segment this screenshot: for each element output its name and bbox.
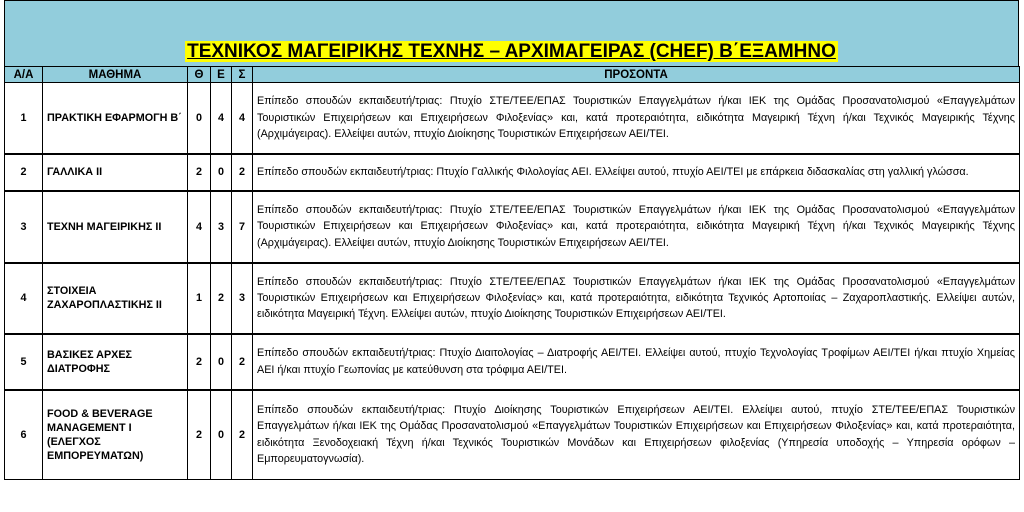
header-aa: Α/Α (5, 67, 43, 83)
table-row (5, 191, 1020, 263)
row-number: 1 (5, 83, 43, 154)
qualifications-cell: Επίπεδο σπουδών εκπαιδευτή/τριας: Πτυχίο Διοίκησης Τουριστικών Επιχειρήσεων ΑΕΙ/ΤΕΙ. Ελλείψει αυτού, πτυχίο ΣΤΕ/ΤΕΕ/ΕΠΑΣ Τουριστικών Επαγγελμάτων ή/και ΙΕΚ της Ομάδας Προσανατολισμού «Επαγγελμάτων Τουριστικών Επιχειρήσεων και Επιχειρήσεων Φιλοξενίας» και, κατά προτεραιότητα, ειδικότητα Ξενοδοχειακή Τέχνη ή/και Τεχνικός Τουριστικών Μονάδων και Επιχειρήσεων φιλοξενίας (Υπηρεσία υποδοχής – Υπηρεσία ορόφων – Εμπορευματογνωσία). (253, 390, 1020, 480)
sigma-cell: 4 (232, 83, 253, 154)
subject-cell: ΠΡΑΚΤΙΚΗ ΕΦΑΡΜΟΓΗ Β΄ (43, 83, 188, 154)
row-number: 5 (5, 334, 43, 390)
table-row (5, 263, 1020, 334)
epsilon-cell: 0 (211, 390, 232, 480)
subject-cell: ΓΑΛΛΙΚΑ ΙΙ (43, 154, 188, 191)
subject-cell: ΒΑΣΙΚΕΣ ΑΡΧΕΣ ΔΙΑΤΡΟΦΗΣ (43, 334, 188, 390)
theta-cell: 0 (188, 83, 211, 154)
epsilon-cell: 2 (211, 263, 232, 334)
table-row (5, 83, 1020, 154)
epsilon-cell: 4 (211, 83, 232, 154)
curriculum-table (4, 66, 1020, 480)
theta-cell: 2 (188, 154, 211, 191)
header-qualifications: ΠΡΟΣΟΝΤΑ (253, 67, 1020, 83)
sigma-cell: 2 (232, 334, 253, 390)
epsilon-cell: 0 (211, 334, 232, 390)
table-row (5, 154, 1020, 191)
theta-cell: 2 (188, 390, 211, 480)
row-number: 3 (5, 191, 43, 263)
subject-cell: ΣΤΟΙΧΕΙΑ ΖΑΧΑΡΟΠΛΑΣΤΙΚΗΣ ΙΙ (43, 263, 188, 334)
epsilon-cell: 0 (211, 154, 232, 191)
row-number: 2 (5, 154, 43, 191)
subject-cell: FOOD & BEVERAGE MANAGEMENT I (ΕΛΕΓΧΟΣ ΕΜΠΟΡΕΥΜΑΤΩΝ) (43, 390, 188, 480)
sigma-cell: 3 (232, 263, 253, 334)
qualifications-cell: Επίπεδο σπουδών εκπαιδευτή/τριας: Πτυχίο ΣΤΕ/ΤΕΕ/ΕΠΑΣ Τουριστικών Επαγγελμάτων ή/και ΙΕΚ της Ομάδας Προσανατολισμού «Επαγγελμάτων Τουριστικών Επιχειρήσεων και Επιχειρήσεων Φιλοξενίας» και, κατά προτεραιότητα, ειδικότητα Τεχνικός Αρτοποιίας – Ζαχαροπλαστικής. Ελλείψει αυτών, ειδικότητα Μαγειρική Τέχνη. Ελλείψει αυτών, πτυχίο Διοίκησης Τουριστικών Επιχειρήσεων ΑΕΙ/ΤΕΙ. (253, 263, 1020, 334)
qualifications-cell: Επίπεδο σπουδών εκπαιδευτή/τριας: Πτυχίο ΣΤΕ/ΤΕΕ/ΕΠΑΣ Τουριστικών Επαγγελμάτων ή/και ΙΕΚ της Ομάδας Προσανατολισμού «Επαγγελμάτων Τουριστικών Επιχειρήσεων και Επιχειρήσεων Φιλοξενίας» και, κατά προτεραιότητα, ειδικότητα Μαγειρική Τέχνη ή/και Τεχνικός Μαγειρικής Τέχνης (Αρχιμάγειρας). Ελλείψει αυτών, πτυχίο Διοίκησης Τουριστικών Επιχειρήσεων ΑΕΙ/ΤΕΙ. (253, 191, 1020, 263)
theta-cell: 2 (188, 334, 211, 390)
sigma-cell: 2 (232, 154, 253, 191)
table-header-row (5, 67, 1020, 83)
qualifications-cell: Επίπεδο σπουδών εκπαιδευτή/τριας: Πτυχίο Γαλλικής Φιλολογίας ΑΕΙ. Ελλείψει αυτού, πτυχίο ΑΕΙ/ΤΕΙ με επάρκεια διδασκαλίας στη γαλλική γλώσσα. (253, 154, 1020, 191)
qualifications-cell: Επίπεδο σπουδών εκπαιδευτή/τριας: Πτυχίο ΣΤΕ/ΤΕΕ/ΕΠΑΣ Τουριστικών Επαγγελμάτων ή/και ΙΕΚ της Ομάδας Προσανατολισμού «Επαγγελμάτων Τουριστικών Επιχειρήσεων και Επιχειρήσεων Φιλοξενίας» και, κατά προτεραιότητα, ειδικότητα Μαγειρική Τέχνη ή/και Τεχνικός Μαγειρικής Τέχνης (Αρχιμάγειρας). Ελλείψει αυτών, πτυχίο Διοίκησης Τουριστικών Επιχειρήσεων ΑΕΙ/ΤΕΙ. (253, 83, 1020, 154)
sigma-cell: 2 (232, 390, 253, 480)
theta-cell: 1 (188, 263, 211, 334)
qualifications-cell: Επίπεδο σπουδών εκπαιδευτή/τριας: Πτυχίο Διαιτολογίας – Διατροφής ΑΕΙ/ΤΕΙ. Ελλείψει αυτού, πτυχίο Τεχνολογίας Τροφίμων ΑΕΙ/ΤΕΙ ή/και πτυχίο Χημείας ΑΕΙ ή/και πτυχίο Γεωπονίας με κατεύθυνση στα τρόφιμα ΑΕΙ/ΤΕΙ. (253, 334, 1020, 390)
header-theta: Θ (188, 67, 211, 83)
header-subject: ΜΑΘΗΜΑ (43, 67, 188, 83)
page-title (5, 41, 1018, 63)
row-number: 4 (5, 263, 43, 334)
table-row (5, 390, 1020, 480)
row-number: 6 (5, 390, 43, 480)
header-epsilon: Ε (211, 67, 232, 83)
title-band (4, 0, 1019, 67)
table-row (5, 334, 1020, 390)
sigma-cell: 7 (232, 191, 253, 263)
epsilon-cell: 3 (211, 191, 232, 263)
theta-cell: 4 (188, 191, 211, 263)
title-text: ΤΕΧΝΙΚΟΣ ΜΑΓΕΙΡΙΚΗΣ ΤΕΧΝΗΣ – ΑΡΧΙΜΑΓΕΙΡΑΣ (CHEF) Β΄ΕΞΑΜΗΝΟ (187, 41, 836, 62)
header-sigma: Σ (232, 67, 253, 83)
subject-cell: ΤΕΧΝΗ ΜΑΓΕΙΡΙΚΗΣ ΙΙ (43, 191, 188, 263)
